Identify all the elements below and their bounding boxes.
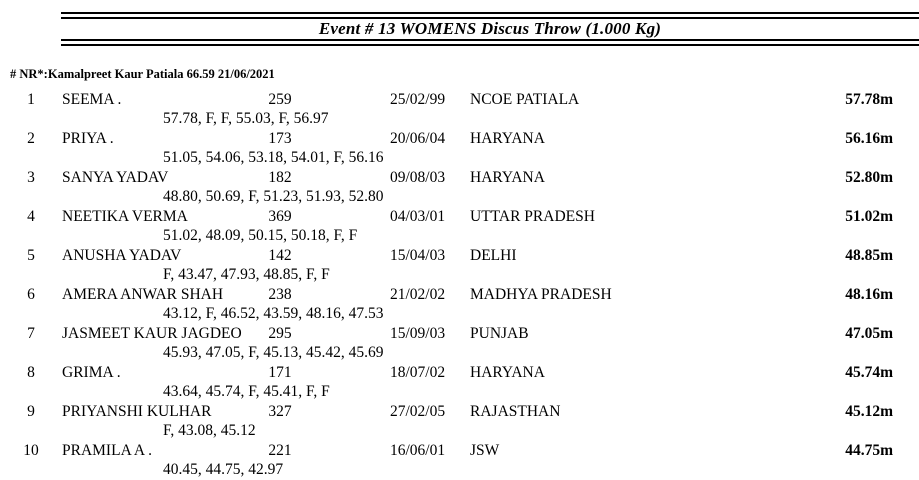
athlete-name: PRAMILA A .	[62, 442, 153, 459]
best-mark: 45.12m	[845, 403, 893, 420]
table-row	[0, 324, 919, 363]
athlete-name: AMERA ANWAR SHAH	[62, 286, 224, 303]
table-row	[0, 90, 919, 129]
throw-series: F, 43.47, 47.93, 48.85, F, F	[163, 266, 330, 283]
team-name: RAJASTHAN	[470, 403, 561, 420]
best-mark: 48.85m	[845, 247, 893, 264]
athlete-name: NEETIKA VERMA	[62, 208, 188, 225]
table-row	[0, 441, 919, 480]
date-of-birth: 18/07/02	[390, 364, 446, 381]
bib-number: 182	[268, 169, 292, 186]
bib-number: 369	[268, 208, 292, 225]
date-of-birth: 20/06/04	[390, 130, 446, 147]
rank: 5	[27, 247, 35, 264]
throw-series: 51.05, 54.06, 53.18, 54.01, F, 56.16	[163, 149, 384, 166]
table-row	[0, 363, 919, 402]
throw-series: 40.45, 44.75, 42.97	[163, 461, 284, 478]
table-row	[0, 168, 919, 207]
athlete-name: JASMEET KAUR JAGDEO	[62, 325, 242, 342]
throw-series: 51.02, 48.09, 50.15, 50.18, F, F	[163, 227, 358, 244]
rank: 1	[27, 91, 35, 108]
team-name: HARYANA	[470, 364, 545, 381]
rank: 9	[27, 403, 35, 420]
bib-number: 221	[268, 442, 292, 459]
date-of-birth: 04/03/01	[390, 208, 446, 225]
date-of-birth: 09/08/03	[390, 169, 446, 186]
athlete-name: GRIMA .	[62, 364, 121, 381]
athlete-name: PRIYA .	[62, 130, 114, 147]
bib-number: 295	[268, 325, 292, 342]
throw-series: 43.64, 45.74, F, 45.41, F, F	[163, 383, 330, 400]
throw-series: 45.93, 47.05, F, 45.13, 45.42, 45.69	[163, 344, 384, 361]
table-row	[0, 129, 919, 168]
best-mark: 52.80m	[845, 169, 893, 186]
table-row	[0, 285, 919, 324]
date-of-birth: 16/06/01	[390, 442, 446, 459]
bib-number: 327	[268, 403, 292, 420]
team-name: MADHYA PRADESH	[470, 286, 612, 303]
team-name: UTTAR PRADESH	[470, 208, 595, 225]
best-mark: 47.05m	[845, 325, 893, 342]
throw-series: 48.80, 50.69, F, 51.23, 51.93, 52.80	[163, 188, 384, 205]
date-of-birth: 25/02/99	[390, 91, 446, 108]
national-record-note: # NR*:Kamalpreet Kaur Patiala 66.59 21/06/2021	[10, 67, 275, 81]
athlete-name: PRIYANSHI KULHAR	[62, 403, 212, 420]
best-mark: 48.16m	[845, 286, 893, 303]
date-of-birth: 27/02/05	[390, 403, 446, 420]
team-name: HARYANA	[470, 130, 545, 147]
rank: 8	[27, 364, 35, 381]
bib-number: 173	[268, 130, 292, 147]
results-table	[0, 90, 919, 480]
best-mark: 51.02m	[845, 208, 893, 225]
athlete-name: ANUSHA YADAV	[62, 247, 182, 264]
throw-series: F, 43.08, 45.12	[163, 422, 256, 439]
rank: 10	[23, 442, 39, 459]
best-mark: 45.74m	[845, 364, 893, 381]
best-mark: 56.16m	[845, 130, 893, 147]
bib-number: 238	[268, 286, 292, 303]
table-row	[0, 402, 919, 441]
throw-series: 57.78, F, F, 55.03, F, 56.97	[163, 110, 329, 127]
team-name: DELHI	[470, 247, 517, 264]
date-of-birth: 21/02/02	[390, 286, 446, 303]
rank: 3	[27, 169, 35, 186]
athlete-name: SANYA YADAV	[62, 169, 169, 186]
table-row	[0, 246, 919, 285]
team-name: NCOE PATIALA	[470, 91, 580, 108]
event-title: Event # 13 WOMENS Discus Throw (1.000 Kg)	[318, 19, 662, 38]
date-of-birth: 15/09/03	[390, 325, 446, 342]
event-header	[61, 12, 919, 46]
rank: 7	[27, 325, 35, 342]
rank: 4	[27, 208, 35, 225]
rank: 2	[27, 130, 35, 147]
throw-series: 43.12, F, 46.52, 43.59, 48.16, 47.53	[163, 305, 384, 322]
bib-number: 171	[268, 364, 292, 381]
date-of-birth: 15/04/03	[390, 247, 446, 264]
rank: 6	[27, 286, 35, 303]
team-name: HARYANA	[470, 169, 545, 186]
team-name: PUNJAB	[470, 325, 529, 342]
bib-number: 259	[268, 91, 292, 108]
table-row	[0, 207, 919, 246]
bib-number: 142	[268, 247, 292, 264]
best-mark: 44.75m	[845, 442, 893, 459]
best-mark: 57.78m	[845, 91, 893, 108]
athlete-name: SEEMA .	[62, 91, 122, 108]
team-name: JSW	[470, 442, 500, 459]
